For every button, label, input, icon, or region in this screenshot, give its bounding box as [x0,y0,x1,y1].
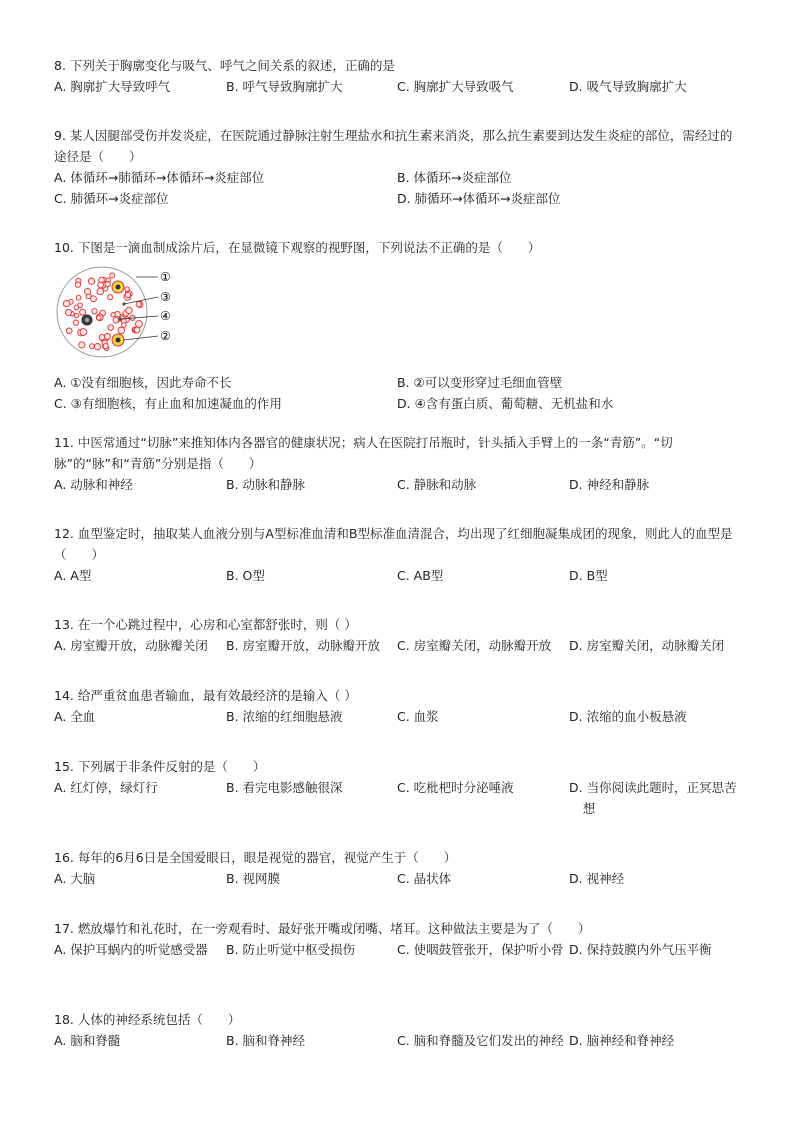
red-blood-cell [108,295,113,300]
options-row [54,565,744,586]
red-blood-cell [92,309,97,314]
option-d: D. 吸气导致胸廓扩大 [569,79,687,94]
question-stem: 11. 中医常通过“切脉”来推知体内各器官的健康状况；病人在医院打吊瓶时，针头插入手臂上的一条“青筋”。“切脉”的“脉”和“青筋”分别是指（ ） [54,435,673,471]
option-c: C. 使咽鼓管张开，保护听小骨 [397,942,564,957]
option-d: D. 肺循环→体循环→炎症部位 [397,191,561,206]
options-row [54,777,744,819]
red-blood-cell [122,323,127,328]
question-stem: 8. 下列关于胸廓变化与吸气、呼气之间关系的叙述，正确的是 [54,58,395,73]
option-c: C. 房室瓣关闭，动脉瓣开放 [397,638,552,653]
red-blood-cell [74,313,78,317]
red-blood-cell [66,328,72,334]
option-c: C. 胸廓扩大导致吸气 [397,79,514,94]
options-row [54,939,744,981]
red-blood-cell [125,287,130,292]
red-blood-cell [98,282,104,288]
red-blood-cell [118,327,125,334]
red-blood-cell [105,282,110,287]
option-c: C. 肺循环→炎症部位 [54,191,169,206]
options-row [54,706,744,727]
red-blood-cell [97,316,102,321]
options-row [54,372,744,393]
red-blood-cell [136,321,143,328]
red-blood-cell [79,342,85,348]
red-blood-cell [80,309,86,315]
red-blood-cell [91,296,97,302]
blood-smear-svg [54,264,194,364]
red-blood-cell [75,282,80,287]
options-row [54,76,744,97]
options-row [54,393,744,414]
option-d: D. 神经和静脉 [569,477,650,492]
option-d: D. 视神经 [569,871,625,886]
option-b: B. 视网膜 [226,871,281,886]
option-b: B. 体循环→炎症部位 [397,170,512,185]
red-blood-cell [125,292,130,297]
red-blood-cell [110,273,115,278]
red-blood-cell [97,288,104,295]
red-blood-cell [108,325,114,331]
red-blood-cell [73,320,78,325]
red-blood-cell [99,335,105,341]
question-stem: 17. 燃放爆竹和礼花时，在一旁观看时、最好张开嘴或闭嘴、堵耳。这种做法主要是为了（ ） [54,921,591,936]
option-b: B. O型 [226,568,265,583]
option-c: C. 脑和脊髓及它们发出的神经 [397,1033,564,1048]
option-c: C. AB型 [397,568,444,583]
option-d: D. ④含有蛋白质、葡萄糖、无机盐和水 [397,396,614,411]
cell-center [85,318,89,322]
option-d: D. B型 [569,568,608,583]
option-a: A. 全血 [54,709,96,724]
option-d: D. 脑神经和脊神经 [569,1033,675,1048]
question-stem: 16. 每年的6月6日是全国爱眼日，眼是视觉的器官，视觉产生于（ ） [54,850,457,865]
option-d: D. 房室瓣关闭，动脉瓣关闭 [569,638,725,653]
options-row [54,868,744,889]
option-b: B. 防止听觉中枢受损伤 [226,942,356,957]
red-blood-cell [134,327,140,333]
red-blood-cell [104,334,110,340]
options-row [54,1030,744,1072]
option-b: B. ②可以变形穿过毛细血管壁 [397,375,563,390]
question-stem: 13. 在一个心跳过程中，心房和心室都舒张时，则（ ） [54,617,357,632]
question-16 [54,847,744,889]
question-12 [54,523,744,586]
option-a: A. 房室瓣开放，动脉瓣关闭 [54,638,208,653]
red-blood-cell [74,305,79,310]
red-blood-cell [63,300,69,306]
label-2: ② [160,329,171,343]
question-stem: 15. 下列属于非条件反射的是（ ） [54,759,266,774]
option-c: C. 吃枇杷时分泌唾液 [397,780,514,795]
red-blood-cell [111,313,115,317]
question-9 [54,125,744,209]
option-d: D. 浓缩的血小板悬液 [569,709,687,724]
red-blood-cell [65,309,71,315]
blood-smear-figure [54,264,194,364]
question-13 [54,614,744,656]
option-b: B. 房室瓣开放，动脉瓣开放 [226,638,381,653]
red-blood-cell [126,307,132,313]
cell-nucleus [116,285,121,290]
red-blood-cell [80,329,87,336]
label-4: ④ [160,309,171,323]
option-a: A. ①没有细胞核，因此寿命不长 [54,375,232,390]
option-a: A. 体循环→肺循环→体循环→炎症部位 [54,170,265,185]
options-row [54,635,744,656]
option-c: C. 静脉和动脉 [397,477,477,492]
option-d: D. 当你阅读此题时，正冥思苦想 [569,780,737,816]
option-c: C. 晶状体 [397,871,452,886]
red-blood-cell [76,295,81,300]
question-17 [54,918,744,981]
options-row [54,474,744,495]
option-a: A. 胸廓扩大导致呼气 [54,79,171,94]
option-a: A. 动脉和神经 [54,477,133,492]
cell-nucleus [116,338,121,343]
question-stem: 12. 血型鉴定时，抽取某人血液分别与A型标准血清和B型标准血清混合，均出现了红细胞凝集成团的现象，则此人的血型是（ ） [54,526,733,562]
red-blood-cell [88,278,94,284]
question-stem: 10. 下图是一滴血制成涂片后，在显微镜下观察的视野图，下列说法不正确的是（ ） [54,240,541,255]
question-15 [54,756,744,819]
red-blood-cell [90,344,95,349]
options-row [54,167,744,188]
options-row [54,188,744,209]
question-10 [54,237,744,414]
option-a: A. 保护耳蜗内的听觉感受器 [54,942,208,957]
question-11 [54,432,744,495]
question-14 [54,685,744,727]
option-a: A. 脑和脊髓 [54,1033,121,1048]
option-a: A. 大脑 [54,871,96,886]
option-b: B. 动脉和静脉 [226,477,306,492]
red-blood-cell [103,344,108,349]
option-a: A. A型 [54,568,92,583]
question-stem: 9. 某人因腿部受伤并发炎症，在医院通过静脉注射生理盐水和抗生素来消炎，那么抗生素要到达发生炎症的部位，需经过的途径是（ ） [54,128,733,164]
label-1: ① [160,270,171,284]
red-blood-cell [85,288,91,294]
option-b: B. 浓缩的红细胞悬液 [226,709,343,724]
option-b: B. 看完电影感触很深 [226,780,343,795]
option-d: D. 保持鼓膜内外气压平衡 [569,942,712,957]
red-blood-cell [113,317,119,323]
question-stem: 14. 给严重贫血患者输血，最有效最经济的是输入（ ） [54,688,357,703]
question-18 [54,1009,744,1072]
option-c: C. ③有细胞核，有止血和加速凝血的作用 [54,396,282,411]
option-c: C. 血浆 [397,709,439,724]
question-stem: 18. 人体的神经系统包括（ ） [54,1012,241,1027]
question-8 [54,55,744,97]
option-b: B. 呼气导致胸廓扩大 [226,79,343,94]
red-blood-cell [94,344,100,350]
red-blood-cell [136,302,141,307]
option-a: A. 红灯停，绿灯行 [54,780,158,795]
label-3: ③ [160,290,171,304]
option-b: B. 脑和脊神经 [226,1033,306,1048]
